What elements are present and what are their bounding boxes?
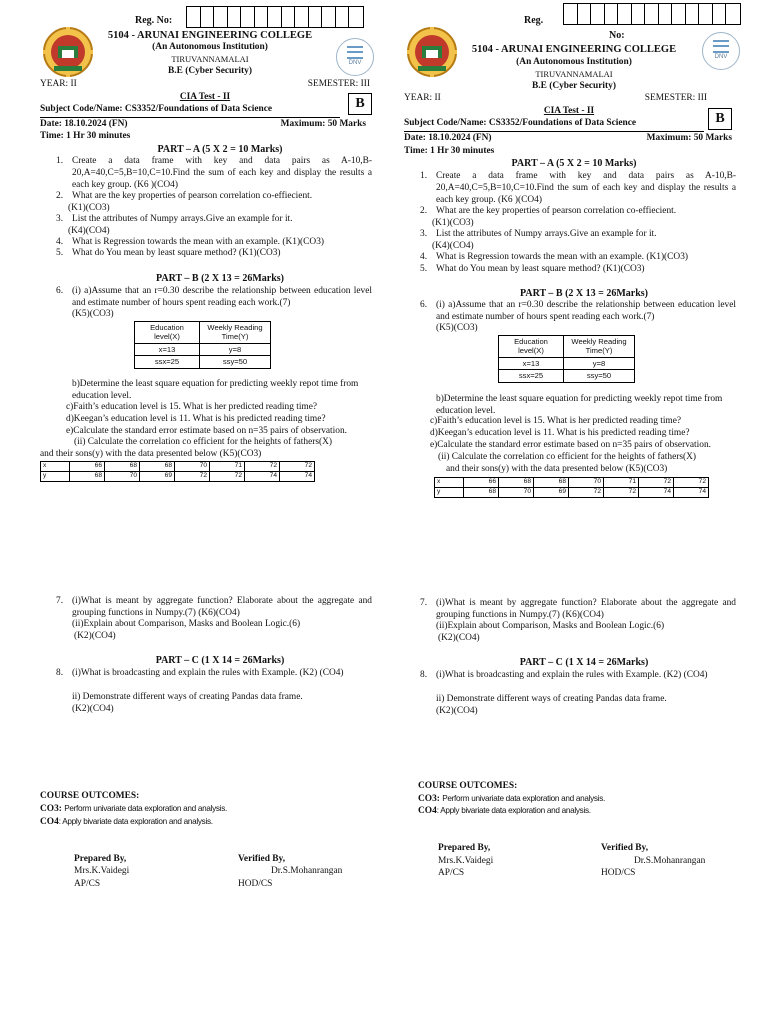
question-3-level: (K4)(CO4): [68, 226, 110, 236]
set-badge: B: [348, 93, 372, 115]
test-title: CIA Test - II: [543, 106, 595, 116]
verified-by-label: Verified By,: [238, 854, 286, 864]
test-title: CIA Test - II: [179, 92, 231, 102]
question-paper-right: [404, 0, 768, 1024]
question-6d: d)Keegan’s education level is 11. What is his predicted reading time?: [66, 414, 326, 424]
question-6b: b)Determine the least square equation for predicting weekly repot time from education level.: [436, 394, 723, 416]
part-c-title: PART – C (1 X 14 = 26Marks): [155, 655, 285, 666]
program-label: B.E (Cyber Security): [532, 81, 616, 91]
question-6e: e)Calculate the standard error estimate based on n=35 pairs of observation.: [430, 440, 711, 450]
max-marks-label: Maximum: 50 Marks: [280, 119, 366, 129]
reg-label: Reg.: [524, 15, 544, 26]
education-table: Education level(X) Weekly Reading Time(Y) x=13 y=8 ssx=25 ssy=50: [134, 321, 271, 369]
question-7-level: (K2)(CO4): [74, 631, 116, 641]
year-label: YEAR: II: [40, 79, 77, 89]
question-6e: e)Calculate the standard error estimate based on n=35 pairs of observation.: [66, 426, 347, 436]
part-a-title: PART – A (5 X 2 = 10 Marks): [511, 158, 637, 169]
co4-line: CO4: Apply bivariate data exploration and analysis.: [418, 806, 591, 816]
question-6ii: (ii) Calculate the correlation co efficient for the heights of fathers(X): [74, 437, 333, 447]
question-6ii-b: and their sons(y) with the data presented below (K5)(CO3): [40, 449, 262, 459]
prepared-name: Mrs.K.Vaidegi: [438, 856, 494, 866]
time-label: Time: 1 Hr 30 minutes: [404, 146, 495, 156]
heights-table: x 66 68 68 70 71 72 72 y 68 70 69 72 72 74 74: [40, 461, 315, 482]
question-3: 3. List the attributes of Numpy arrays.Give an example for it.: [56, 214, 293, 224]
question-1: 1. Create a data frame with key and data pairs as A-10,B-20,A=40,C=5,B=10,C=10.Find the sum of each key and display the results a each key group. (K6 )(CO4): [56, 156, 372, 190]
question-7b: (ii)Explain about Comparison, Masks and Boolean Logic.(6): [72, 619, 301, 629]
co4-line: CO4: Apply bivariate data exploration and analysis.: [40, 817, 213, 827]
year-label: YEAR: II: [404, 93, 441, 103]
question-6ii-b: and their sons(y) with the data presented below (K5)(CO3): [446, 464, 668, 474]
prepared-by-label: Prepared By,: [74, 854, 127, 864]
question-8-level: (K2)(CO4): [72, 704, 114, 714]
part-c-title: PART – C (1 X 14 = 26Marks): [519, 657, 649, 668]
prepared-name: Mrs.K.Vaidegi: [74, 866, 130, 876]
place-label: TIRUVANNAMALAI: [171, 54, 249, 64]
question-3: 3. List the attributes of Numpy arrays.Give an example for it.: [420, 229, 657, 239]
verified-name: Dr.S.Mohanrangan: [634, 856, 706, 866]
no-label: No:: [609, 30, 625, 41]
reg-no-boxes: [563, 3, 741, 25]
heights-table: x 66 68 68 70 71 72 72 y 68 70 69 72 72 74 74: [434, 477, 709, 498]
verified-desig: HOD/CS: [601, 868, 636, 878]
prepared-by-label: Prepared By,: [438, 843, 491, 853]
question-6c: c)Faith’s education level is 15. What is her predicted reading time?: [66, 402, 318, 412]
semester-label: SEMESTER: III: [644, 93, 707, 103]
co3-line: CO3: Perform univariate data exploration and analysis.: [418, 794, 606, 804]
question-6a: 6. (i) a)Assume that an r=0.30 describe the relationship between education level and estimate number of hours spent reading each work.(7): [56, 286, 372, 308]
question-7-level: (K2)(CO4): [438, 633, 480, 643]
part-a-title: PART – A (5 X 2 = 10 Marks): [157, 144, 283, 155]
course-outcomes-title: COURSE OUTCOMES:: [418, 781, 518, 791]
autonomous-label: (An Autonomous Institution): [516, 57, 632, 67]
question-8-level: (K2)(CO4): [436, 706, 478, 716]
question-8b: ii) Demonstrate different ways of creating Pandas data frame.: [72, 692, 303, 702]
question-4: 4. What is Regression towards the mean with an example. (K1)(CO3): [420, 252, 689, 262]
question-6ii: (ii) Calculate the correlation co efficient for the heights of fathers(X): [438, 452, 697, 462]
part-b-title: PART – B (2 X 13 = 26Marks): [155, 273, 285, 284]
question-3-level: (K4)(CO4): [432, 241, 474, 251]
question-7a: 7. (i)What is meant by aggregate function? Elaborate about the aggregate and grouping functions in Numpy.(7) (K6)(CO4): [420, 598, 736, 620]
question-6b: b)Determine the least square equation for predicting weekly repot time from education level.: [72, 379, 359, 401]
question-6a-level: (K5)(CO3): [72, 309, 114, 319]
college-name: 5104 - ARUNAI ENGINEERING COLLEGE: [107, 30, 313, 41]
question-8b: ii) Demonstrate different ways of creating Pandas data frame.: [436, 694, 667, 704]
place-label: TIRUVANNAMALAI: [535, 69, 613, 79]
date-label: Date: 18.10.2024 (FN): [404, 133, 492, 143]
course-outcomes-title: COURSE OUTCOMES:: [40, 791, 140, 801]
question-7b: (ii)Explain about Comparison, Masks and Boolean Logic.(6): [436, 621, 665, 631]
question-6d: d)Keegan’s education level is 11. What is his predicted reading time?: [430, 428, 690, 438]
set-badge: B: [708, 108, 732, 130]
question-6a: 6. (i) a)Assume that an r=0.30 describe the relationship between education level and estimate number of hours spent reading each work.(7): [420, 300, 736, 322]
max-marks-label: Maximum: 50 Marks: [646, 133, 732, 143]
question-paper-left: [40, 0, 410, 1024]
question-2: 2. What are the key properties of pearson correlation co-effiecient.: [56, 191, 313, 201]
part-b-title: PART – B (2 X 13 = 26Marks): [519, 288, 649, 299]
question-6a-level: (K5)(CO3): [436, 323, 478, 333]
reg-no-label: Reg. No:: [135, 15, 173, 26]
question-1: 1. Create a data frame with key and data pairs as A-10,B-20,A=40,C=5,B=10,C=10.Find the sum of each key and display the results a each key group. (K6 )(CO4): [420, 171, 736, 205]
question-4: 4. What is Regression towards the mean with an example. (K1)(CO3): [56, 237, 325, 247]
semester-label: SEMESTER: III: [307, 79, 370, 89]
verified-by-label: Verified By,: [601, 843, 649, 853]
subject-label: Subject Code/Name: CS3352/Foundations of Data Science: [404, 118, 637, 128]
subject-label: Subject Code/Name: CS3352/Foundations of Data Science: [40, 104, 273, 114]
question-6c: c)Faith’s education level is 15. What is her predicted reading time?: [430, 416, 682, 426]
verified-desig: HOD/CS: [238, 879, 273, 889]
question-8a: 8. (i)What is broadcasting and explain the rules with Example. (K2) (CO4): [420, 670, 708, 680]
education-table: Education level(X) Weekly Reading Time(Y) x=13 y=8 ssx=25 ssy=50: [498, 335, 635, 383]
college-name: 5104 - ARUNAI ENGINEERING COLLEGE: [471, 44, 677, 55]
question-5: 5. What do You mean by least square method? (K1)(CO3): [56, 248, 281, 258]
date-label: Date: 18.10.2024 (FN): [40, 119, 128, 129]
dnv-certification-icon: DNV: [702, 32, 740, 70]
question-8a: 8. (i)What is broadcasting and explain the rules with Example. (K2) (CO4): [56, 668, 344, 678]
time-label: Time: 1 Hr 30 minutes: [40, 131, 131, 141]
autonomous-label: (An Autonomous Institution): [152, 42, 268, 52]
verified-name: Dr.S.Mohanrangan: [271, 866, 343, 876]
program-label: B.E (Cyber Security): [168, 66, 252, 76]
question-2-level: (K1)(CO3): [68, 203, 110, 213]
question-2-level: (K1)(CO3): [432, 218, 474, 228]
reg-no-boxes: [186, 6, 364, 28]
question-5: 5. What do You mean by least square method? (K1)(CO3): [420, 264, 645, 274]
question-2: 2. What are the key properties of pearson correlation co-effiecient.: [420, 206, 677, 216]
prepared-desig: AP/CS: [74, 879, 101, 889]
prepared-desig: AP/CS: [438, 868, 465, 878]
question-7a: 7. (i)What is meant by aggregate function? Elaborate about the aggregate and grouping functions in Numpy.(7) (K6)(CO4): [56, 596, 372, 618]
co3-line: CO3: Perform univariate data exploration and analysis.: [40, 804, 228, 814]
dnv-certification-icon: DNV: [336, 38, 374, 76]
